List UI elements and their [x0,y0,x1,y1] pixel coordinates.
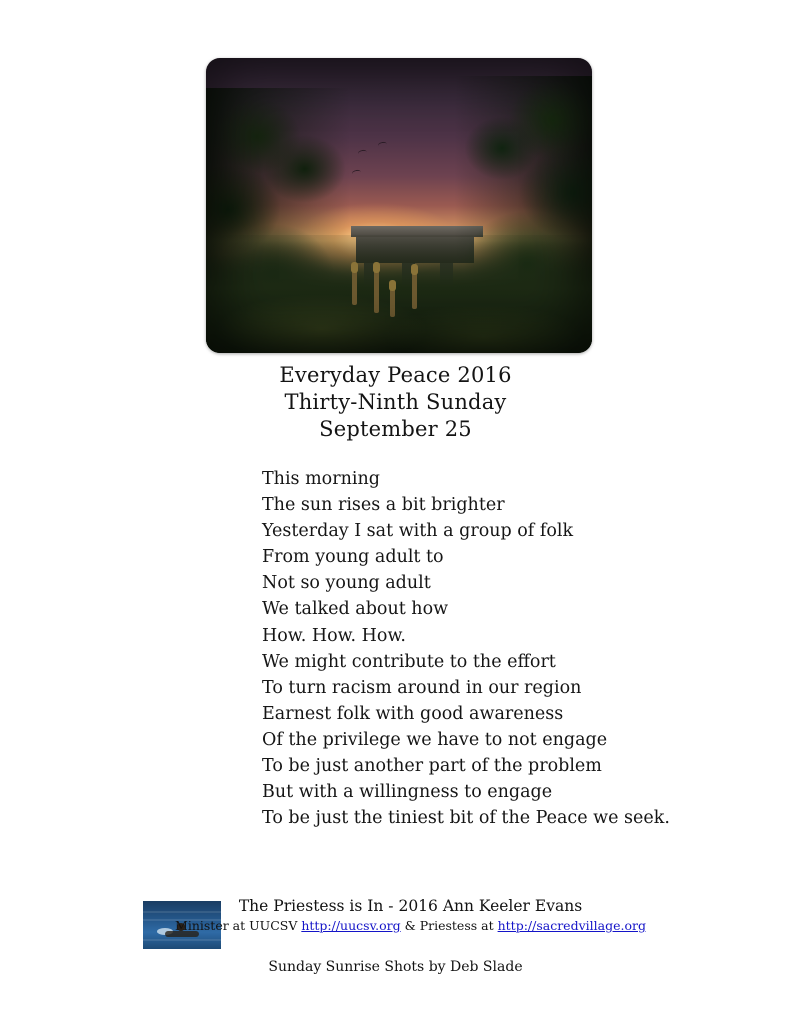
poem-line: To be just the tiniest bit of the Peace we seek. [262,808,670,829]
footer [0,896,791,996]
footer-credit-line [0,916,791,935]
footer-credit-prefix: Minister at UUCSV [175,918,302,933]
poem-line: To be just another part of the problem [262,756,602,777]
poem-line: Yesterday I sat with a group of folk [262,521,574,542]
title-line-3: September 25 [319,417,472,441]
poem-line: How. How. How. [262,625,406,646]
teasel-plant [352,269,357,305]
footer-byline: The Priestess is In - 2016 Ann Keeler Evans [238,897,583,915]
teasel-plant [412,271,417,309]
poem-line: This morning [262,469,380,489]
sacredvillage-link[interactable]: http://sacredvillage.org [497,918,646,933]
poem-line: We might contribute to the effort [262,651,556,672]
poem-line: To turn racism around in our region [262,677,582,698]
title-line-2: Thirty-Ninth Sunday [284,390,507,414]
page-title [0,362,791,443]
title-line-1: Everyday Peace 2016 [279,363,512,387]
poem-line: Earnest folk with good awareness [262,703,564,724]
uucsv-link[interactable]: http://uucsv.org [301,918,401,933]
poem-line: The sun rises a bit brighter [262,495,505,516]
footer-credit-middle: & Priestess at [400,918,498,933]
foreground-meadow [206,235,592,353]
teasel-plant [374,269,379,313]
poem-line: Not so young adult [262,573,431,594]
photo-credit: Sunday Sunrise Shots by Deb Slade [268,959,523,975]
poem-line: From young adult to [262,547,444,568]
poem-line: Of the privilege we have to not engage [262,729,608,750]
teasel-plant [390,287,395,317]
poem-line: We talked about how [262,599,449,620]
poem-line: But with a willingness to engage [262,782,553,803]
poem-body [262,466,732,831]
footer-text [0,896,791,935]
sunrise-river-bridge-photo [206,58,592,353]
